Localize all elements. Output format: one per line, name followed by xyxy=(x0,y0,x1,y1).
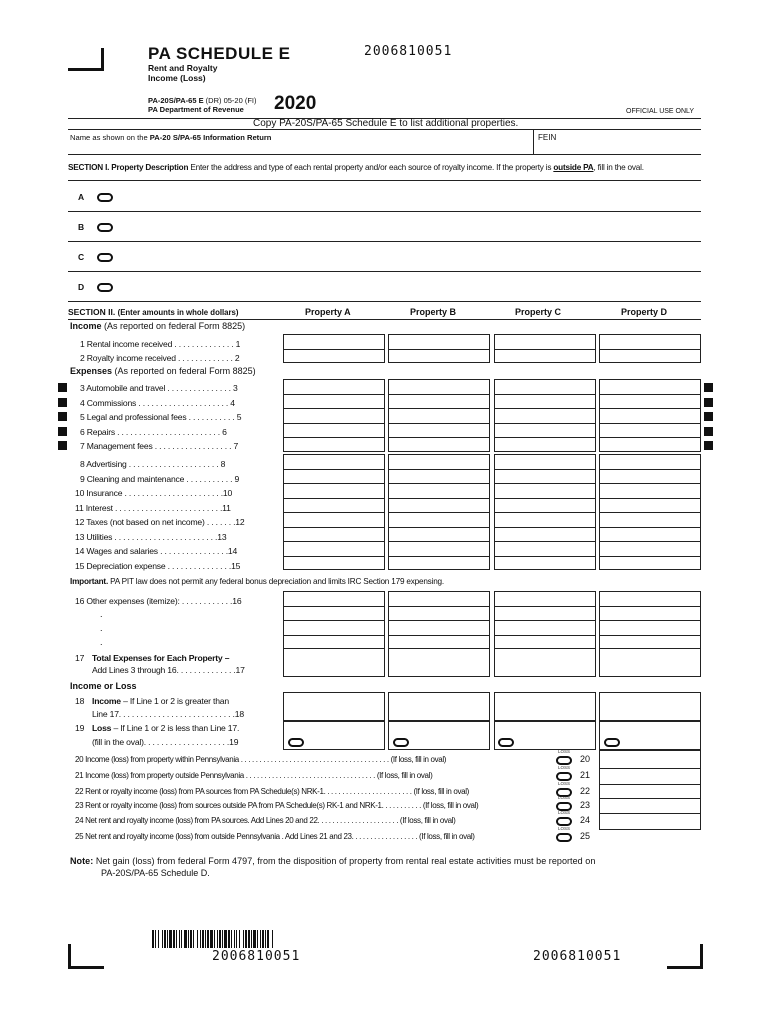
amount-box-line-18-property-b[interactable] xyxy=(388,692,490,721)
barcode-bar xyxy=(173,930,175,948)
property-a-line xyxy=(68,211,701,212)
amount-row-divider xyxy=(388,423,490,424)
line-17-label-b: Add Lines 3 through 16. . . . . . . . . . . . . .17 xyxy=(92,665,245,675)
property-a-outside-pa-oval[interactable] xyxy=(97,193,113,202)
department: PA Department of Revenue xyxy=(148,105,244,114)
important-note xyxy=(70,577,444,586)
line-25-underline xyxy=(599,829,701,830)
amount-row-divider xyxy=(494,556,596,557)
alignment-square-left-line-6 xyxy=(58,427,67,436)
barcode-bar xyxy=(179,930,180,948)
income-loss-heading: Income or Loss xyxy=(70,681,137,691)
barcode-bar xyxy=(251,930,252,948)
line-6-label: 6 Repairs . . . . . . . . . . . . . . . . . . . . . . . . 6 xyxy=(80,427,227,437)
amount-row-divider xyxy=(388,349,490,350)
line-8-label: 8 Advertising . . . . . . . . . . . . . . . . . . . . . 8 xyxy=(80,459,226,469)
line-19-loss-oval-c[interactable] xyxy=(498,738,514,747)
line-19-label-b: (fill in the oval). . . . . . . . . . . . . . . . . . . .19 xyxy=(92,737,239,747)
barcode-bar xyxy=(236,930,237,948)
line-19-number: 19 xyxy=(75,723,85,733)
official-use-label: OFFICIAL USE ONLY xyxy=(626,108,695,115)
tax-year: 2020 xyxy=(274,93,317,114)
name-field-label xyxy=(70,133,271,142)
property-d-outside-pa-oval[interactable] xyxy=(97,283,113,292)
amount-row-divider xyxy=(494,620,596,621)
amount-row-divider xyxy=(494,527,596,528)
amount-row-divider xyxy=(494,541,596,542)
line-18-text: – If Line 1 or 2 is greater than xyxy=(120,696,229,706)
amount-row-divider xyxy=(599,556,701,557)
line-16-dot-2: . xyxy=(100,623,103,633)
amount-box-line-17-property-b[interactable] xyxy=(388,648,490,677)
barcode-bar xyxy=(167,930,168,948)
barcode-bar xyxy=(202,930,204,948)
amount-row-divider xyxy=(494,606,596,607)
name-label-bold: PA-20 S/PA-65 Information Return xyxy=(149,133,272,142)
amount-row-divider-24 xyxy=(599,813,701,814)
income-heading-note: (As reported on federal Form 8825) xyxy=(104,321,246,331)
amount-box-line-18-property-a[interactable] xyxy=(283,692,385,721)
line-23-label: 23 Rent or royalty income (loss) from sources outside PA from PA Schedule(s) RK-1 and NRK-1. . . . . . . . . . . (If loss, fill in oval) xyxy=(75,801,479,810)
amount-row-divider-23 xyxy=(599,798,701,799)
amount-row-divider xyxy=(283,556,385,557)
line-14-label: 14 Wages and salaries . . . . . . . . . . . . . . . .14 xyxy=(75,546,238,556)
amount-row-divider xyxy=(599,408,701,409)
form-revision: (DR) 05-20 (FI) xyxy=(205,96,257,105)
barcode-bar xyxy=(207,930,209,948)
barcode-bar xyxy=(257,930,258,948)
barcode-bar xyxy=(176,930,177,948)
line-number-right-25: 25 xyxy=(580,831,591,841)
form-title: PA SCHEDULE E xyxy=(148,44,291,63)
amount-row-divider xyxy=(388,620,490,621)
barcode-bar xyxy=(210,930,213,948)
alignment-square-left-line-7 xyxy=(58,441,67,450)
doc-number-bottom: 2006810051 xyxy=(533,949,622,964)
amount-row-divider-22 xyxy=(599,784,701,785)
amount-row-divider xyxy=(494,469,596,470)
line-7-label: 7 Management fees . . . . . . . . . . . . . . . . . . 7 xyxy=(80,441,239,451)
loss-oval-line-21[interactable] xyxy=(556,772,572,781)
line-9-label: 9 Cleaning and maintenance . . . . . . . . . . . 9 xyxy=(80,474,240,484)
line-19-loss-oval-a[interactable] xyxy=(288,738,304,747)
line-18-bold: Income xyxy=(92,696,121,706)
line-18-label-a xyxy=(92,696,229,706)
property-a-letter: A xyxy=(78,192,85,202)
barcode-bar xyxy=(162,930,163,948)
note-label: Note: xyxy=(70,856,94,866)
amount-row-divider xyxy=(388,408,490,409)
amount-box-lines-3-7-property-a[interactable] xyxy=(283,379,385,452)
property-b-line xyxy=(68,241,701,242)
note-line-2: PA-20S/PA-65 Schedule D. xyxy=(101,868,210,878)
barcode-bar xyxy=(248,930,250,948)
barcode-bar xyxy=(234,930,235,948)
section1-instruction-bold: outside PA xyxy=(553,163,594,172)
barcode-bar xyxy=(158,930,159,948)
amount-row-divider xyxy=(388,483,490,484)
loss-oval-line-20[interactable] xyxy=(556,756,572,765)
form-subtitle-1: Rent and Royalty xyxy=(148,63,218,73)
amount-row-divider xyxy=(283,527,385,528)
line-3-label: 3 Automobile and travel . . . . . . . . . . . . . . . 3 xyxy=(80,383,238,393)
amount-row-divider xyxy=(494,483,596,484)
column-property-c: Property C xyxy=(515,307,562,317)
loss-word-line-20: LOSS xyxy=(558,749,571,754)
property-c-line xyxy=(68,271,701,272)
amount-box-line-17-property-d[interactable] xyxy=(599,648,701,677)
barcode-bar xyxy=(155,930,156,948)
alignment-square-right-line-4 xyxy=(704,398,713,407)
amount-row-divider xyxy=(283,483,385,484)
amount-row-divider xyxy=(599,512,701,513)
section1-top-rule xyxy=(68,180,701,181)
amount-row-divider xyxy=(283,394,385,395)
amount-row-divider xyxy=(388,635,490,636)
line-15-label: 15 Depreciation expense . . . . . . . . . . . . . . .15 xyxy=(75,561,241,571)
income-heading-label: Income xyxy=(70,321,102,331)
amount-row-divider xyxy=(283,498,385,499)
amount-row-divider xyxy=(283,408,385,409)
important-text: PA PIT law does not permit any federal bonus depreciation and limits IRC Section 179 expensing. xyxy=(108,577,444,586)
barcode-bar xyxy=(184,930,187,948)
amount-row-divider xyxy=(283,349,385,350)
amount-row-divider xyxy=(283,469,385,470)
barcode-bar xyxy=(272,930,273,948)
amount-row-divider xyxy=(599,483,701,484)
expenses-heading xyxy=(70,366,256,376)
amount-row-divider xyxy=(388,394,490,395)
section1-instruction-pre: Enter the address and type of each rental property and/or each source of royalty income. If the property is xyxy=(190,163,554,172)
barcode-bar xyxy=(219,930,221,948)
barcode-bar xyxy=(222,930,223,948)
loss-word-line-23: LOSS xyxy=(558,795,571,800)
barcode-bar xyxy=(228,930,230,948)
barcode xyxy=(152,930,362,948)
loss-word-line-22: LOSS xyxy=(558,781,571,786)
amount-box-lines-3-7-property-c[interactable] xyxy=(494,379,596,452)
barcode-bar xyxy=(214,930,215,948)
amount-row-divider xyxy=(494,423,596,424)
property-d-letter: D xyxy=(78,282,85,292)
line-19-label-a xyxy=(92,723,239,733)
line-21-label: 21 Income (loss) from property outside Pennsylvania . . . . . . . . . . . . . . . . . . . . . . . . . . . . . . . . . . . (If loss, fill in oval) xyxy=(75,771,433,780)
barcode-bar xyxy=(262,930,264,948)
amount-row-divider xyxy=(388,469,490,470)
registration-mark-bottom-right xyxy=(667,944,703,969)
line-13-label: 13 Utilities . . . . . . . . . . . . . . . . . . . . . . . .13 xyxy=(75,532,227,542)
fein-label: FEIN xyxy=(538,133,557,142)
line-16-label: 16 Other expenses (itemize): . . . . . . . . . . . .16 xyxy=(75,596,242,606)
amount-row-divider xyxy=(494,394,596,395)
property-b-outside-pa-oval[interactable] xyxy=(97,223,113,232)
registration-mark-top-left xyxy=(68,48,104,71)
note-text-1: Net gain (loss) from federal Form 4797, from the disposition of property from rental real estate activities must be reported on xyxy=(95,856,596,866)
amount-row-divider xyxy=(388,498,490,499)
section2-header xyxy=(68,307,238,317)
income-heading xyxy=(70,321,245,331)
section1-instruction-post: , fill in the oval. xyxy=(593,163,644,172)
amount-row-divider xyxy=(494,512,596,513)
amount-row-divider xyxy=(283,512,385,513)
amount-box-lines-3-7-property-d[interactable] xyxy=(599,379,701,452)
amount-row-divider xyxy=(283,635,385,636)
amount-row-divider xyxy=(494,635,596,636)
alignment-square-left-line-5 xyxy=(58,412,67,421)
barcode-bar xyxy=(193,930,194,948)
line-12-label: 12 Taxes (not based on net income) . . . . . . .12 xyxy=(75,517,245,527)
form-id-line xyxy=(148,96,257,105)
barcode-bar xyxy=(197,930,198,948)
line-17-number: 17 xyxy=(75,653,85,663)
barcode-bar xyxy=(190,930,192,948)
line-16-dot-3: . xyxy=(100,637,103,647)
line-20-label: 20 Income (loss) from property within Pennsylvania . . . . . . . . . . . . . . . . . . . . . . . . . . . . . . . . . . . . . . . . (If loss, fill in oval) xyxy=(75,755,447,764)
column-property-b: Property B xyxy=(410,307,457,317)
amount-row-divider xyxy=(599,437,701,438)
amount-row-divider xyxy=(599,527,701,528)
section2-header-rule xyxy=(68,319,701,320)
amount-row-divider xyxy=(388,527,490,528)
line-number-right-24: 24 xyxy=(580,815,591,825)
barcode-bar xyxy=(224,930,227,948)
barcode-bar xyxy=(267,930,269,948)
barcode-bar xyxy=(164,930,166,948)
amount-row-divider xyxy=(388,606,490,607)
line-18-number: 18 xyxy=(75,696,85,706)
barcode-bar xyxy=(205,930,206,948)
line-number-right-22: 22 xyxy=(580,786,591,796)
line-19-text: – If Line 1 or 2 is less than Line 17. xyxy=(111,723,240,733)
property-d-line xyxy=(68,301,701,302)
loss-oval-line-25[interactable] xyxy=(556,833,572,842)
alignment-square-right-line-7 xyxy=(704,441,713,450)
amount-row-divider xyxy=(283,606,385,607)
property-c-outside-pa-oval[interactable] xyxy=(97,253,113,262)
important-label: Important. xyxy=(70,577,109,586)
line-24-label: 24 Net rent and royalty income (loss) from PA sources. Add Lines 20 and 22. . . . . . . . . . . . . . . . . . . . . . (If loss, fill in oval) xyxy=(75,816,456,825)
amount-row-divider xyxy=(494,498,596,499)
amount-row-divider xyxy=(388,541,490,542)
amount-row-divider xyxy=(494,349,596,350)
amount-row-divider xyxy=(599,498,701,499)
loss-word-line-25: LOSS xyxy=(558,826,571,831)
barcode-number: 2006810051 xyxy=(212,949,301,964)
amount-row-divider xyxy=(599,541,701,542)
line-number-right-23: 23 xyxy=(580,800,591,810)
section1-title: SECTION I. Property Description xyxy=(68,163,189,172)
line-5-label: 5 Legal and professional fees . . . . . . . . . . . 5 xyxy=(80,412,242,422)
doc-number-top: 2006810051 xyxy=(364,44,453,59)
barcode-bar xyxy=(169,930,172,948)
copy-note: Copy PA-20S/PA-65 Schedule E to list additional properties. xyxy=(253,118,519,129)
amount-row-divider xyxy=(283,541,385,542)
amount-box-line-17-property-a[interactable] xyxy=(283,648,385,677)
amount-box-lines-3-7-property-b[interactable] xyxy=(388,379,490,452)
line-19-loss-oval-d[interactable] xyxy=(604,738,620,747)
line-19-loss-oval-b[interactable] xyxy=(393,738,409,747)
line-19-bold: Loss xyxy=(92,723,112,733)
amount-box-line-18-property-c[interactable] xyxy=(494,692,596,721)
amount-row-divider xyxy=(388,556,490,557)
amount-box-lines-20-25[interactable] xyxy=(599,750,701,830)
amount-row-divider xyxy=(494,437,596,438)
line-number-right-21: 21 xyxy=(580,770,591,780)
alignment-square-right-line-5 xyxy=(704,412,713,421)
amount-row-divider xyxy=(388,437,490,438)
property-b-letter: B xyxy=(78,222,85,232)
alignment-square-right-line-3 xyxy=(704,383,713,392)
line-number-right-20: 20 xyxy=(580,754,591,764)
property-c-letter: C xyxy=(78,252,85,262)
alignment-square-left-line-4 xyxy=(58,398,67,407)
amount-row-divider xyxy=(599,394,701,395)
amount-row-divider xyxy=(388,512,490,513)
line-1-label: 1 Rental income received . . . . . . . . . . . . . . 1 xyxy=(80,339,241,349)
column-property-a: Property A xyxy=(305,307,351,317)
barcode-bar xyxy=(265,930,266,948)
barcode-bar xyxy=(239,930,240,948)
amount-row-divider xyxy=(599,423,701,424)
name-label-prefix: Name as shown on the xyxy=(70,133,150,142)
form-id: PA-20S/PA-65 E xyxy=(148,96,204,105)
line-16-dot-1: . xyxy=(100,609,103,619)
form-subtitle-2: Income (Loss) xyxy=(148,73,206,83)
barcode-bar xyxy=(181,930,182,948)
barcode-bar xyxy=(200,930,201,948)
registration-mark-bottom-left xyxy=(68,944,104,969)
line-18-label-b: Line 17. . . . . . . . . . . . . . . . . . . . . . . . . . .18 xyxy=(92,709,244,719)
barcode-bar xyxy=(245,930,247,948)
barcode-bar xyxy=(253,930,256,948)
loss-oval-line-24[interactable] xyxy=(556,817,572,826)
barcode-bar xyxy=(152,930,154,948)
column-property-d: Property D xyxy=(621,307,668,317)
fein-field[interactable] xyxy=(534,129,701,155)
barcode-bar xyxy=(188,930,189,948)
amount-row-divider xyxy=(283,423,385,424)
barcode-bar xyxy=(231,930,232,948)
barcode-bar xyxy=(243,930,244,948)
amount-row-divider xyxy=(283,437,385,438)
line-22-label: 22 Rent or royalty income (loss) from PA sources from PA Schedule(s) NRK-1. . . . . . . . . . . . . . . . . . . . . . . . (If loss, fill in oval) xyxy=(75,787,469,796)
loss-word-line-21: LOSS xyxy=(558,765,571,770)
line-17-label-a: Total Expenses for Each Property – xyxy=(92,653,230,663)
expenses-heading-label: Expenses xyxy=(70,366,113,376)
line-4-label: 4 Commissions . . . . . . . . . . . . . . . . . . . . . 4 xyxy=(80,398,235,408)
alignment-square-left-line-3 xyxy=(58,383,67,392)
expenses-heading-note: (As reported on federal Form 8825) xyxy=(114,366,256,376)
amount-row-divider xyxy=(599,635,701,636)
amount-row-divider xyxy=(599,606,701,607)
amount-box-line-17-property-c[interactable] xyxy=(494,648,596,677)
line-2-label: 2 Royalty income received . . . . . . . . . . . . . 2 xyxy=(80,353,240,363)
section1-header xyxy=(68,163,644,172)
barcode-bar xyxy=(217,930,218,948)
amount-row-divider xyxy=(599,620,701,621)
amount-row-divider xyxy=(283,620,385,621)
line-10-label: 10 Insurance . . . . . . . . . . . . . . . . . . . . . . .10 xyxy=(75,488,233,498)
amount-row-divider xyxy=(494,408,596,409)
amount-row-divider xyxy=(599,349,701,350)
amount-row-divider xyxy=(599,469,701,470)
line-11-label: 11 Interest . . . . . . . . . . . . . . . . . . . . . . . . .11 xyxy=(75,503,231,513)
amount-box-line-18-property-d[interactable] xyxy=(599,692,701,721)
alignment-square-right-line-6 xyxy=(704,427,713,436)
section2-title: SECTION II. xyxy=(68,307,116,317)
barcode-bar xyxy=(260,930,261,948)
section2-title-note: (Enter amounts in whole dollars) xyxy=(117,308,239,317)
line-25-label: 25 Net rent and royalty income (loss) from outside Pennsylvania . Add Lines 21 and 23. . . . . . . . . . . . . . . . . . (If loss, fill in oval) xyxy=(75,832,475,841)
note-line-1 xyxy=(70,856,595,866)
loss-word-line-24: LOSS xyxy=(558,810,571,815)
amount-row-divider-21 xyxy=(599,768,701,769)
